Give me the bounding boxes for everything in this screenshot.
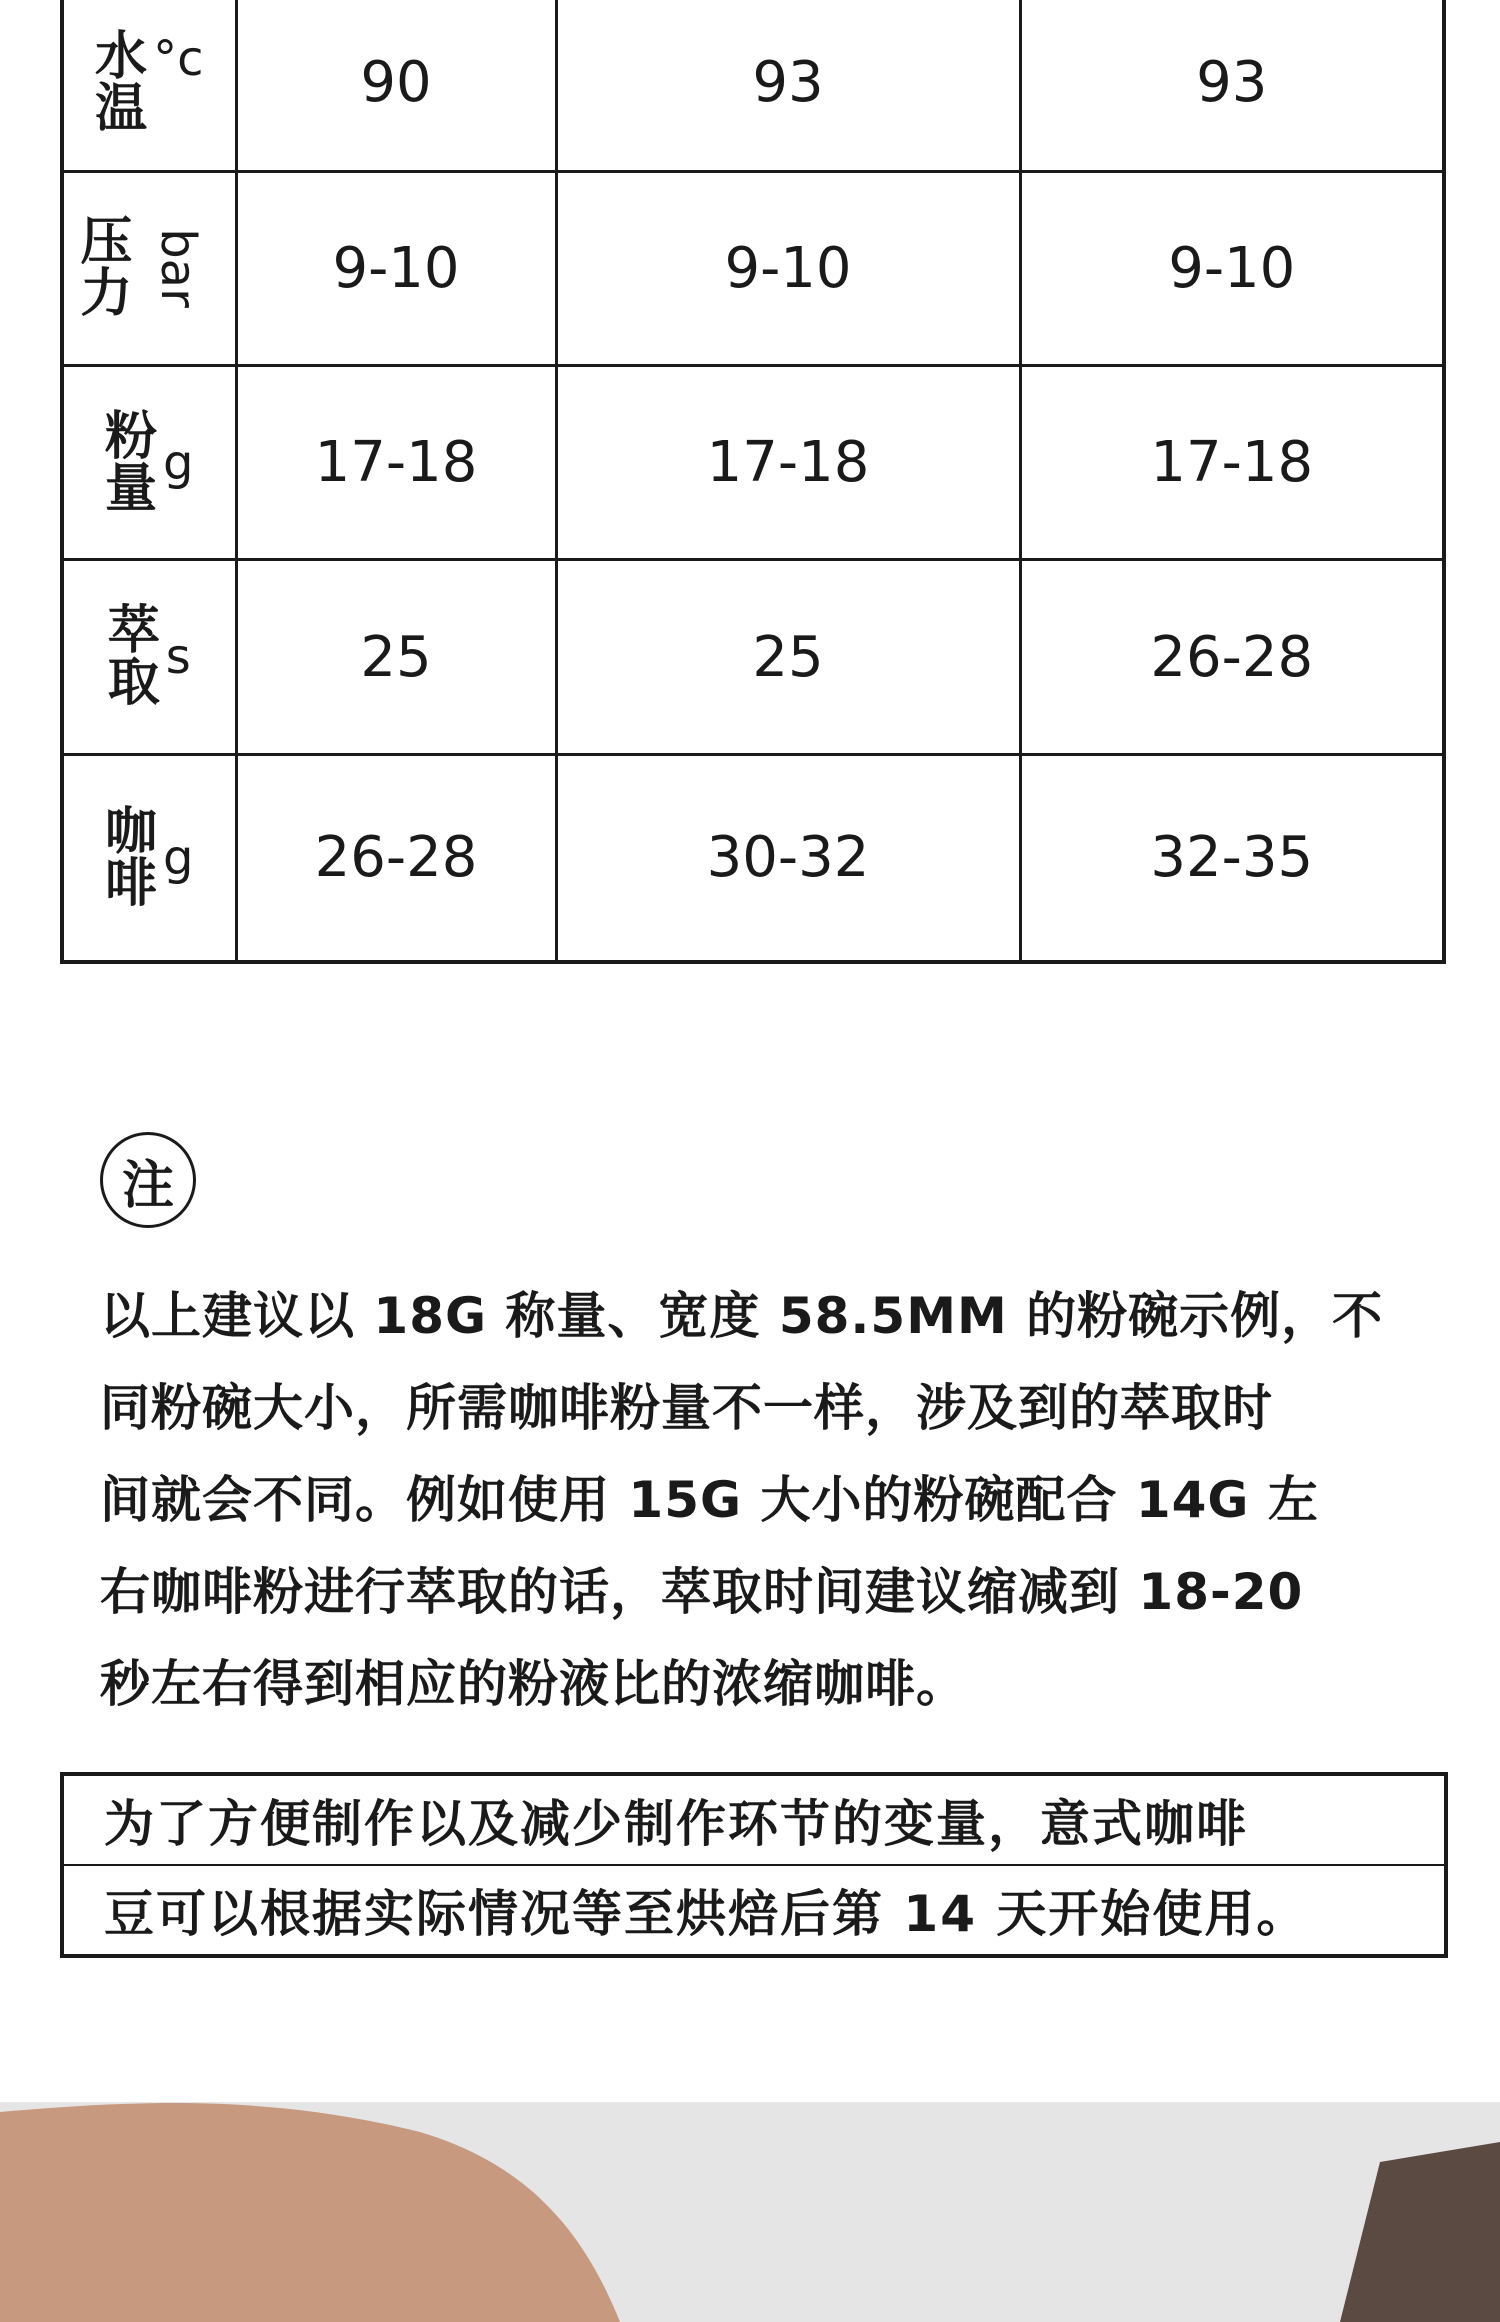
row-unit: bar [150,228,207,309]
row-label [64,212,235,325]
table-cell: 93 [1020,0,1442,171]
row-label-cell [64,171,236,365]
table-row [64,365,1442,559]
table-cell: 9-10 [556,171,1020,365]
tip-line: 豆可以根据实际情况等至烘焙后第 14 天开始使用。 [64,1864,1444,1954]
table-cell: 25 [556,560,1020,754]
table-row [64,171,1442,365]
barista-photo [0,2102,1500,2322]
table-row [64,560,1442,754]
table-cell: 17-18 [1020,365,1442,559]
row-label [64,601,235,714]
row-label-char: 萃 [107,601,160,662]
brew-parameter-table [60,0,1446,964]
table-cell: 26-28 [1020,560,1442,754]
row-unit: s [165,629,191,686]
row-label-text [95,26,148,139]
note-paragraph [100,1270,1420,1730]
note-line: 同粉碗大小，所需咖啡粉量不一样，涉及到的萃取时 [100,1379,1273,1437]
row-label-text [80,212,133,325]
table-cell: 26-28 [236,754,556,960]
row-label-cell [64,754,236,960]
table-cell: 32-35 [1020,754,1442,960]
row-label [64,406,235,519]
row-label-char: 取 [107,653,160,714]
table-cell: 9-10 [236,171,556,365]
table-cell: 90 [236,0,556,171]
table-cell: 17-18 [556,365,1020,559]
row-label-char: 咖 [105,801,158,862]
row-label-char: 压 [80,212,133,273]
row-unit: g [163,434,194,491]
table-row [64,754,1442,960]
note-badge [100,1132,196,1228]
table-row [64,0,1442,171]
table-cell: 9-10 [1020,171,1442,365]
note-line: 间就会不同。例如使用 15G 大小的粉碗配合 14G 左 [100,1471,1319,1529]
row-label-char: 啡 [105,853,158,914]
note-badge-label: 注 [121,1155,174,1216]
note-line: 右咖啡粉进行萃取的话，萃取时间建议缩减到 18-20 [100,1563,1304,1621]
table-cell: 25 [236,560,556,754]
barista-photo-illustration [0,2102,1500,2322]
row-label-cell [64,0,236,171]
note-line: 秒左右得到相应的粉液比的浓缩咖啡。 [100,1655,967,1713]
row-label-cell [64,560,236,754]
row-label-text [105,801,158,914]
row-label-char: 力 [80,264,133,325]
row-label-char: 量 [105,458,158,519]
row-label-cell [64,365,236,559]
row-unit: °c [153,30,204,87]
row-label [64,801,235,914]
table-cell: 17-18 [236,365,556,559]
tip-box [60,1772,1448,1958]
row-label [64,26,235,139]
row-label-text [107,601,160,714]
tip-line: 为了方便制作以及减少制作环节的变量，意式咖啡 [104,1795,1248,1853]
row-label-char: 温 [95,78,148,139]
row-label-char: 水 [95,26,148,87]
table-cell: 30-32 [556,754,1020,960]
row-label-char: 粉 [105,406,158,467]
row-unit: g [163,829,194,886]
table-cell: 93 [556,0,1020,171]
note-line: 以上建议以 18G 称量、宽度 58.5MM 的粉碗示例，不 [100,1287,1384,1345]
row-label-text [105,406,158,519]
parameter-grid [64,0,1442,960]
